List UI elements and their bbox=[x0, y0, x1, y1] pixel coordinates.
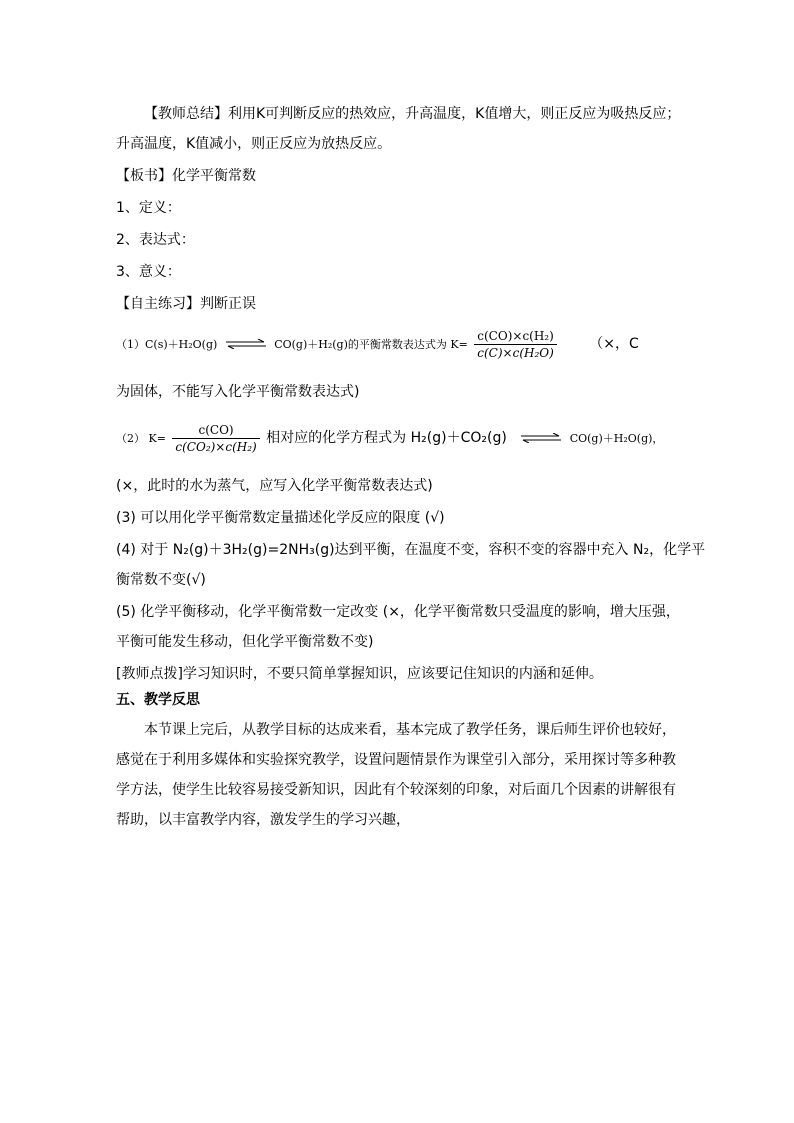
question-2-line2: (×，此时的水为蒸气，应写入化学平衡常数表达式) bbox=[116, 478, 433, 494]
question-3: (3) 可以用化学平衡常数定量描述化学反应的限度 (√) bbox=[116, 510, 445, 526]
question-2-line1 bbox=[116, 419, 663, 458]
question-4-line2: 衡常数不变(√) bbox=[116, 572, 206, 588]
q2-products: CO(g)＋H₂O(g)， bbox=[569, 432, 664, 445]
reflection-line4: 帮助，以丰富教学内容，激发学生的学习兴趣， bbox=[116, 812, 410, 828]
board-item-definition: 1、定义： bbox=[116, 200, 181, 216]
reflection-line2: 感觉在于利用多媒体和实验探究教学，设置问题情景作为课堂引入部分，采用探讨等多种教 bbox=[116, 752, 676, 768]
q2-k-label: （2） K= bbox=[116, 432, 166, 445]
q2-equation: 相对应的化学方程式为 H₂(g)＋CO₂(g) bbox=[266, 430, 507, 446]
q1-answer: （×，C bbox=[589, 336, 639, 352]
equilibrium-arrow-icon bbox=[224, 339, 268, 349]
question-1-line2: 为固体，不能写入化学平衡常数表达式) bbox=[116, 384, 360, 400]
reflection-line3: 学方法，使学生比较容易接受新知识，因此有个较深刻的印象，对后面几个因素的讲解很有 bbox=[116, 782, 676, 798]
q2-fraction-numerator: c(CO) bbox=[198, 422, 234, 437]
teacher-summary-line1: 【教师总结】利用K可判断反应的热效应，升高温度，K值增大，则正反应为吸热反应； bbox=[144, 106, 681, 122]
question-5-line2: 平衡可能发生移动，但化学平衡常数不变) bbox=[116, 634, 374, 650]
equilibrium-arrow-icon bbox=[519, 433, 563, 443]
q1-reactants: （1）C(s)＋H₂O(g) bbox=[116, 338, 218, 351]
q2-fraction-denominator: c(CO₂)×c(H₂) bbox=[172, 438, 259, 455]
board-item-expression: 2、表达式： bbox=[116, 232, 195, 248]
teacher-summary-line2: 升高温度，K值减小，则正反应为放热反应。 bbox=[116, 136, 392, 152]
board-item-meaning: 3、意义： bbox=[116, 264, 181, 280]
question-5-line1: (5) 化学平衡移动，化学平衡常数一定改变 (×，化学平衡常数只受温度的影响，增大压强， bbox=[116, 604, 680, 620]
teacher-tip: [教师点拨]学习知识时，不要只简单掌握知识，应该要记住知识的内涵和延伸。 bbox=[116, 666, 603, 682]
reflection-line1: 本节课上完后，从教学目标的达成来看，基本完成了教学任务，课后师生评价也较好， bbox=[144, 722, 676, 738]
question-1-line1 bbox=[116, 325, 639, 364]
practice-title: 【自主练习】判断正误 bbox=[116, 296, 256, 312]
q1-fraction-numerator: c(CO)×c(H₂) bbox=[477, 328, 554, 343]
section-heading-reflection: 五、教学反思 bbox=[116, 692, 200, 708]
q2-fraction bbox=[172, 422, 259, 455]
board-title: 【板书】化学平衡常数 bbox=[116, 168, 256, 184]
q1-fraction-denominator: c(C)×c(H₂O) bbox=[474, 344, 557, 361]
question-4-line1: (4) 对于 N₂(g)＋3H₂(g)=2NH₃(g)达到平衡，在温度不变，容积不变的容器中充入 N₂，化学平 bbox=[116, 542, 706, 558]
q1-fraction bbox=[474, 328, 557, 361]
q1-products: CO(g)＋H₂(g)的平衡常数表达式为 K= bbox=[274, 338, 468, 351]
